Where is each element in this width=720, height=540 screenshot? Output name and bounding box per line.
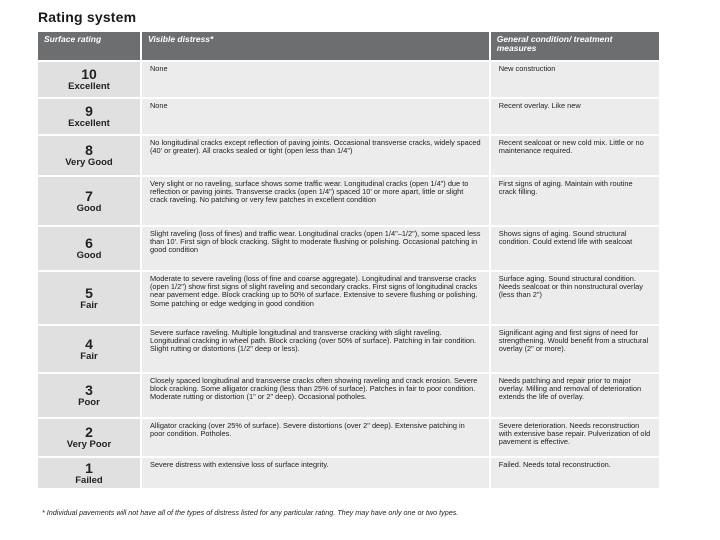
distress-cell: Alligator cracking (over 25% of surface). Severe distortions (over 2" deep). Extensive patching in poor condition. Potholes.: [142, 419, 489, 456]
rating-cell: [38, 177, 140, 225]
rating-number: 2: [85, 424, 93, 440]
rating-cell: [38, 458, 140, 488]
table-row: [38, 326, 659, 372]
rating-label: Fair: [80, 299, 98, 311]
rating-label: Very Poor: [66, 439, 112, 450]
rating-label: Very Good: [65, 157, 113, 168]
distress-cell: Moderate to severe raveling (loss of fine and coarse aggregate). Longitudinal and transverse cracks (open 1/2") show first signs of slight raveling and secondary cracks. First signs of longitudinal cracks near pavement edge. Block cracking up to 50% of surface. Extensive to severe flushing or polishing. Some patching or edge wedging in good condition: [142, 272, 489, 324]
rating-number: 6: [85, 235, 93, 251]
header-general-condition: General condition/ treatment measures: [491, 32, 659, 60]
rating-label: Good: [76, 250, 102, 261]
page-title: Rating system: [38, 9, 137, 25]
condition-cell: Needs patching and repair prior to major overlay. Milling and removal of deterioration extends the life of overlay.: [491, 374, 659, 417]
rating-label: Poor: [78, 397, 100, 408]
rating-cell: [38, 374, 140, 417]
rating-number: 8: [85, 142, 93, 158]
rating-number: 1: [85, 459, 93, 476]
rating-number: 9: [85, 103, 93, 119]
table-row: [38, 99, 659, 134]
rating-number: 7: [85, 187, 93, 204]
condition-cell: Recent sealcoat or new cold mix. Little or no maintenance required.: [491, 136, 659, 175]
condition-cell: Surface aging. Sound structural condition. Needs sealcoat or thin nonstructural overlay (less than 2"): [491, 272, 659, 324]
table-row: [38, 419, 659, 456]
condition-cell: Failed. Needs total reconstruction.: [491, 458, 659, 488]
rating-number: 10: [81, 66, 97, 82]
rating-label: Failed: [75, 474, 103, 486]
condition-cell: Severe deterioration. Needs reconstruction with extensive base repair. Pulverization of old pavement is effective.: [491, 419, 659, 456]
distress-cell: Slight raveling (loss of fines) and traffic wear. Longitudinal cracks (open 1/4"–1/2"), some spaced less than 10'. First sign of block cracking. Slight to moderate flushing or polishing. Occasional patching in good condition: [142, 227, 489, 270]
table-row: [38, 62, 659, 97]
table-row: [38, 458, 659, 488]
condition-cell: Recent overlay. Like new: [491, 99, 659, 134]
distress-cell: None: [142, 99, 489, 134]
rating-number: 5: [85, 284, 93, 301]
rating-table: [36, 30, 661, 490]
distress-cell: Very slight or no raveling, surface shows some traffic wear. Longitudinal cracks (open 1/4") due to reflection or paving joints. Transverse cracks (open 1/4") spaced 10' or more apart, little or slight crack raveling. No patching or very few patches in excellent condition: [142, 177, 489, 225]
rating-cell: [38, 136, 140, 175]
distress-cell: No longitudinal cracks except reflection of paving joints. Occasional transverse cracks, widely spaced (40' or greater). All cracks sealed or tight (open less than 1/4"): [142, 136, 489, 175]
rating-cell: [38, 62, 140, 97]
rating-cell: [38, 419, 140, 456]
header-surface-rating: Surface rating: [38, 32, 140, 60]
condition-cell: First signs of aging. Maintain with routine crack filling.: [491, 177, 659, 225]
rating-cell: [38, 326, 140, 372]
table-row: [38, 374, 659, 417]
table-row: [38, 177, 659, 225]
distress-cell: Severe distress with extensive loss of surface integrity.: [142, 458, 489, 488]
distress-cell: None: [142, 62, 489, 97]
footnote: * Individual pavements will not have all of the types of distress listed for any particular rating. They may have only one or two types.: [42, 508, 459, 517]
rating-label: Fair: [80, 350, 98, 362]
condition-cell: Shows signs of aging. Sound structural condition. Could extend life with sealcoat: [491, 227, 659, 270]
distress-cell: Closely spaced longitudinal and transverse cracks often showing raveling and crack erosion. Severe block cracking. Some alligator cracking (less than 25% of surface). Patches in fair to poor condition. Moderate rutting or distortion (1" or 2" deep). Occasional potholes.: [142, 374, 489, 417]
rating-label: Excellent: [68, 81, 110, 92]
rating-label: Good: [76, 202, 102, 214]
table-header-row: [38, 32, 659, 60]
rating-cell: [38, 227, 140, 270]
table-row: [38, 227, 659, 270]
condition-cell: New construction: [491, 62, 659, 97]
table-row: [38, 272, 659, 324]
rating-number: 3: [85, 382, 93, 398]
rating-number: 4: [85, 335, 93, 352]
table-row: [38, 136, 659, 175]
header-visible-distress: Visible distress*: [142, 32, 489, 60]
distress-cell: Severe surface raveling. Multiple longitudinal and transverse cracking with slight raveling. Longitudinal cracking in wheel path. Block cracking (over 50% of surface). Patching in fair condition. Slight rutting or distortions (1/2" deep or less).: [142, 326, 489, 372]
rating-cell: [38, 99, 140, 134]
rating-label: Excellent: [68, 118, 110, 129]
condition-cell: Significant aging and first signs of need for strengthening. Would benefit from a structural overlay (2" or more).: [491, 326, 659, 372]
rating-cell: [38, 272, 140, 324]
